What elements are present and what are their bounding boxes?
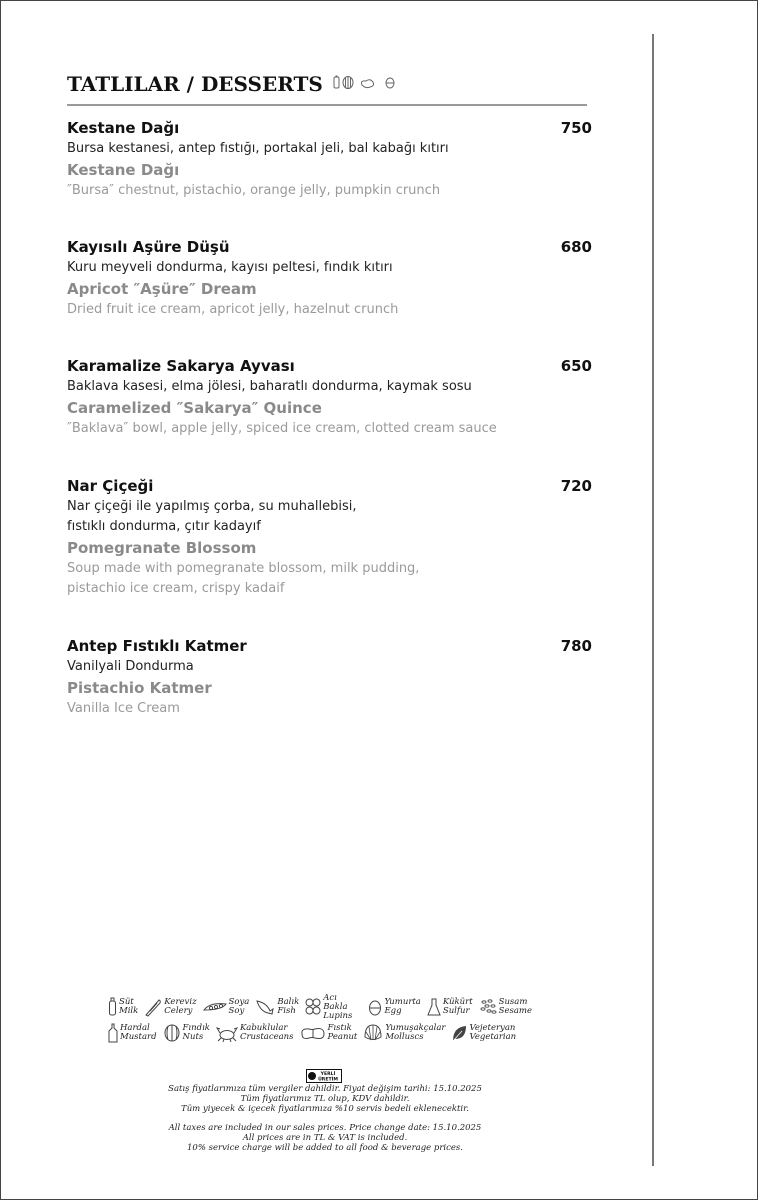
- allergen-peanut: Fıstık Peanut: [300, 1023, 358, 1043]
- milk-bottle-icon: [334, 76, 339, 88]
- item-description-en: ″Baklava″ bowl, apple jelly, spiced ice cream, clotted cream sauce: [67, 421, 497, 436]
- note-line: Tüm fiyatlarımız TL olup, KDV dahildir.: [240, 1094, 410, 1104]
- menu-item: [67, 637, 592, 719]
- section-heading: [67, 72, 587, 106]
- item-name-en: Pistachio Katmer: [67, 679, 212, 697]
- shell-icon: [363, 1023, 383, 1043]
- allergen-mustard: Hardal Mustard: [108, 1023, 157, 1043]
- note-line: Satış fiyatlarımıza tüm vergiler dahildir. Fiyat değişim tarihi: 15.10.2025: [168, 1084, 482, 1094]
- allergen-nuts: Fındık Nuts: [163, 1023, 210, 1043]
- allergen-legend-row: [108, 994, 538, 1020]
- item-description-tr: Bursa kestanesi, antep fıstığı, portakal jeli, bal kabağı kıtırı: [67, 141, 449, 156]
- menu-item: [67, 357, 592, 439]
- menu-item: [67, 477, 592, 599]
- nut-icon: [163, 1023, 181, 1043]
- allergen-legend-row: [108, 1020, 538, 1046]
- item-name-tr: Karamalize Sakarya Ayvası: [67, 357, 295, 375]
- allergen-celery: Kereviz Celery: [144, 997, 196, 1017]
- allergen-fish: Balık Fish: [255, 997, 299, 1017]
- item-name-en: Kestane Dağı: [67, 161, 180, 179]
- menu-item: [67, 119, 592, 201]
- item-description-en-line1: Soup made with pomegranate blossom, milk pudding,: [67, 561, 420, 576]
- item-price: 680: [560, 238, 592, 256]
- celery-icon: [144, 997, 162, 1017]
- allergen-crustaceans: Kabuklular Crustaceans: [216, 1023, 294, 1043]
- item-description-tr-line1: Nar çiçeği ile yapılmış çorba, su muhallebisi,: [67, 499, 357, 514]
- price-notes-en: [150, 1123, 500, 1153]
- item-description-en-line2: pistachio ice cream, crispy kadaif: [67, 581, 285, 596]
- allergen-molluscs: Yumuşakçalar Molluscs: [363, 1023, 445, 1043]
- item-price: 780: [560, 637, 592, 655]
- allergen-egg: Yumurta Egg: [368, 997, 420, 1017]
- allergen-vegetarian: Vejeteryan Vegetarian: [451, 1023, 516, 1043]
- item-name-en: Apricot ″Aşüre″ Dream: [67, 280, 257, 298]
- note-line: All prices are in TL & VAT is included.: [242, 1133, 408, 1143]
- section-title: TATLILAR / DESSERTS: [67, 72, 323, 96]
- item-price: 650: [560, 357, 592, 375]
- allergen-soy: Soya Soy: [203, 997, 250, 1017]
- flask-icon: [427, 997, 441, 1017]
- item-price: 720: [560, 477, 592, 495]
- allergen-milk: Süt Milk: [108, 997, 138, 1017]
- local-production-badge: [306, 1068, 342, 1082]
- note-line: Tüm yiyecek & içecek fiyatlarımıza %10 servis bedeli eklenecektir.: [181, 1104, 469, 1114]
- egg-icon: [386, 78, 394, 88]
- allergen-sulfur: Kükürt Sulfur: [427, 997, 473, 1017]
- item-name-en: Pomegranate Blossom: [67, 539, 257, 557]
- heading-underline: [67, 104, 587, 106]
- item-name-en: Caramelized ″Sakarya″ Quince: [67, 399, 322, 417]
- mustard-bottle-icon: [108, 1023, 118, 1043]
- lupin-icon: [305, 997, 321, 1017]
- nut-icon: [343, 77, 353, 89]
- sesame-icon: [479, 997, 497, 1017]
- peanut-icon: [361, 80, 373, 88]
- item-name-tr: Nar Çiçeği: [67, 477, 154, 495]
- item-description-tr: Vanilyali Dondurma: [67, 659, 194, 674]
- svg-text:ÜRETİM: ÜRETİM: [318, 1077, 338, 1083]
- peanut-icon: [300, 1023, 326, 1043]
- allergen-legend: [108, 994, 538, 1046]
- menu-item: [67, 238, 592, 320]
- allergen-sesame: Susam Sesame: [479, 997, 532, 1017]
- right-margin-rule: [652, 34, 654, 1166]
- price-notes-tr: [150, 1084, 500, 1114]
- crab-icon: [216, 1023, 238, 1043]
- svg-text:YERLİ: YERLİ: [320, 1072, 336, 1077]
- item-description-en: Vanilla Ice Cream: [67, 701, 180, 716]
- item-price: 750: [560, 119, 592, 137]
- leaf-icon: [451, 1023, 467, 1043]
- note-line: All taxes are included in our sales prices. Price change date: 15.10.2025: [168, 1123, 482, 1133]
- item-description-tr-line2: fıstıklı dondurma, çıtır kadayıf: [67, 519, 261, 534]
- item-name-tr: Kestane Dağı: [67, 119, 180, 137]
- heading-allergen-icons: [332, 74, 402, 94]
- item-description-en: ″Bursa″ chestnut, pistachio, orange jelly, pumpkin crunch: [67, 183, 441, 198]
- soy-pod-icon: [203, 997, 227, 1017]
- item-description-tr: Kuru meyveli dondurma, kayısı peltesi, fındık kıtırı: [67, 260, 393, 275]
- fish-icon: [255, 997, 275, 1017]
- milk-bottle-icon: [108, 997, 117, 1017]
- item-name-tr: Kayısılı Aşüre Düşü: [67, 238, 230, 256]
- item-name-tr: Antep Fıstıklı Katmer: [67, 637, 247, 655]
- note-line: 10% service charge will be added to all food & beverage prices.: [187, 1143, 463, 1153]
- item-description-en: Dried fruit ice cream, apricot jelly, hazelnut crunch: [67, 302, 399, 317]
- allergen-lupins: Acı Bakla Lupins: [305, 994, 362, 1021]
- egg-icon: [368, 997, 382, 1017]
- item-description-tr: Baklava kasesi, elma jölesi, baharatlı dondurma, kaymak sosu: [67, 379, 472, 394]
